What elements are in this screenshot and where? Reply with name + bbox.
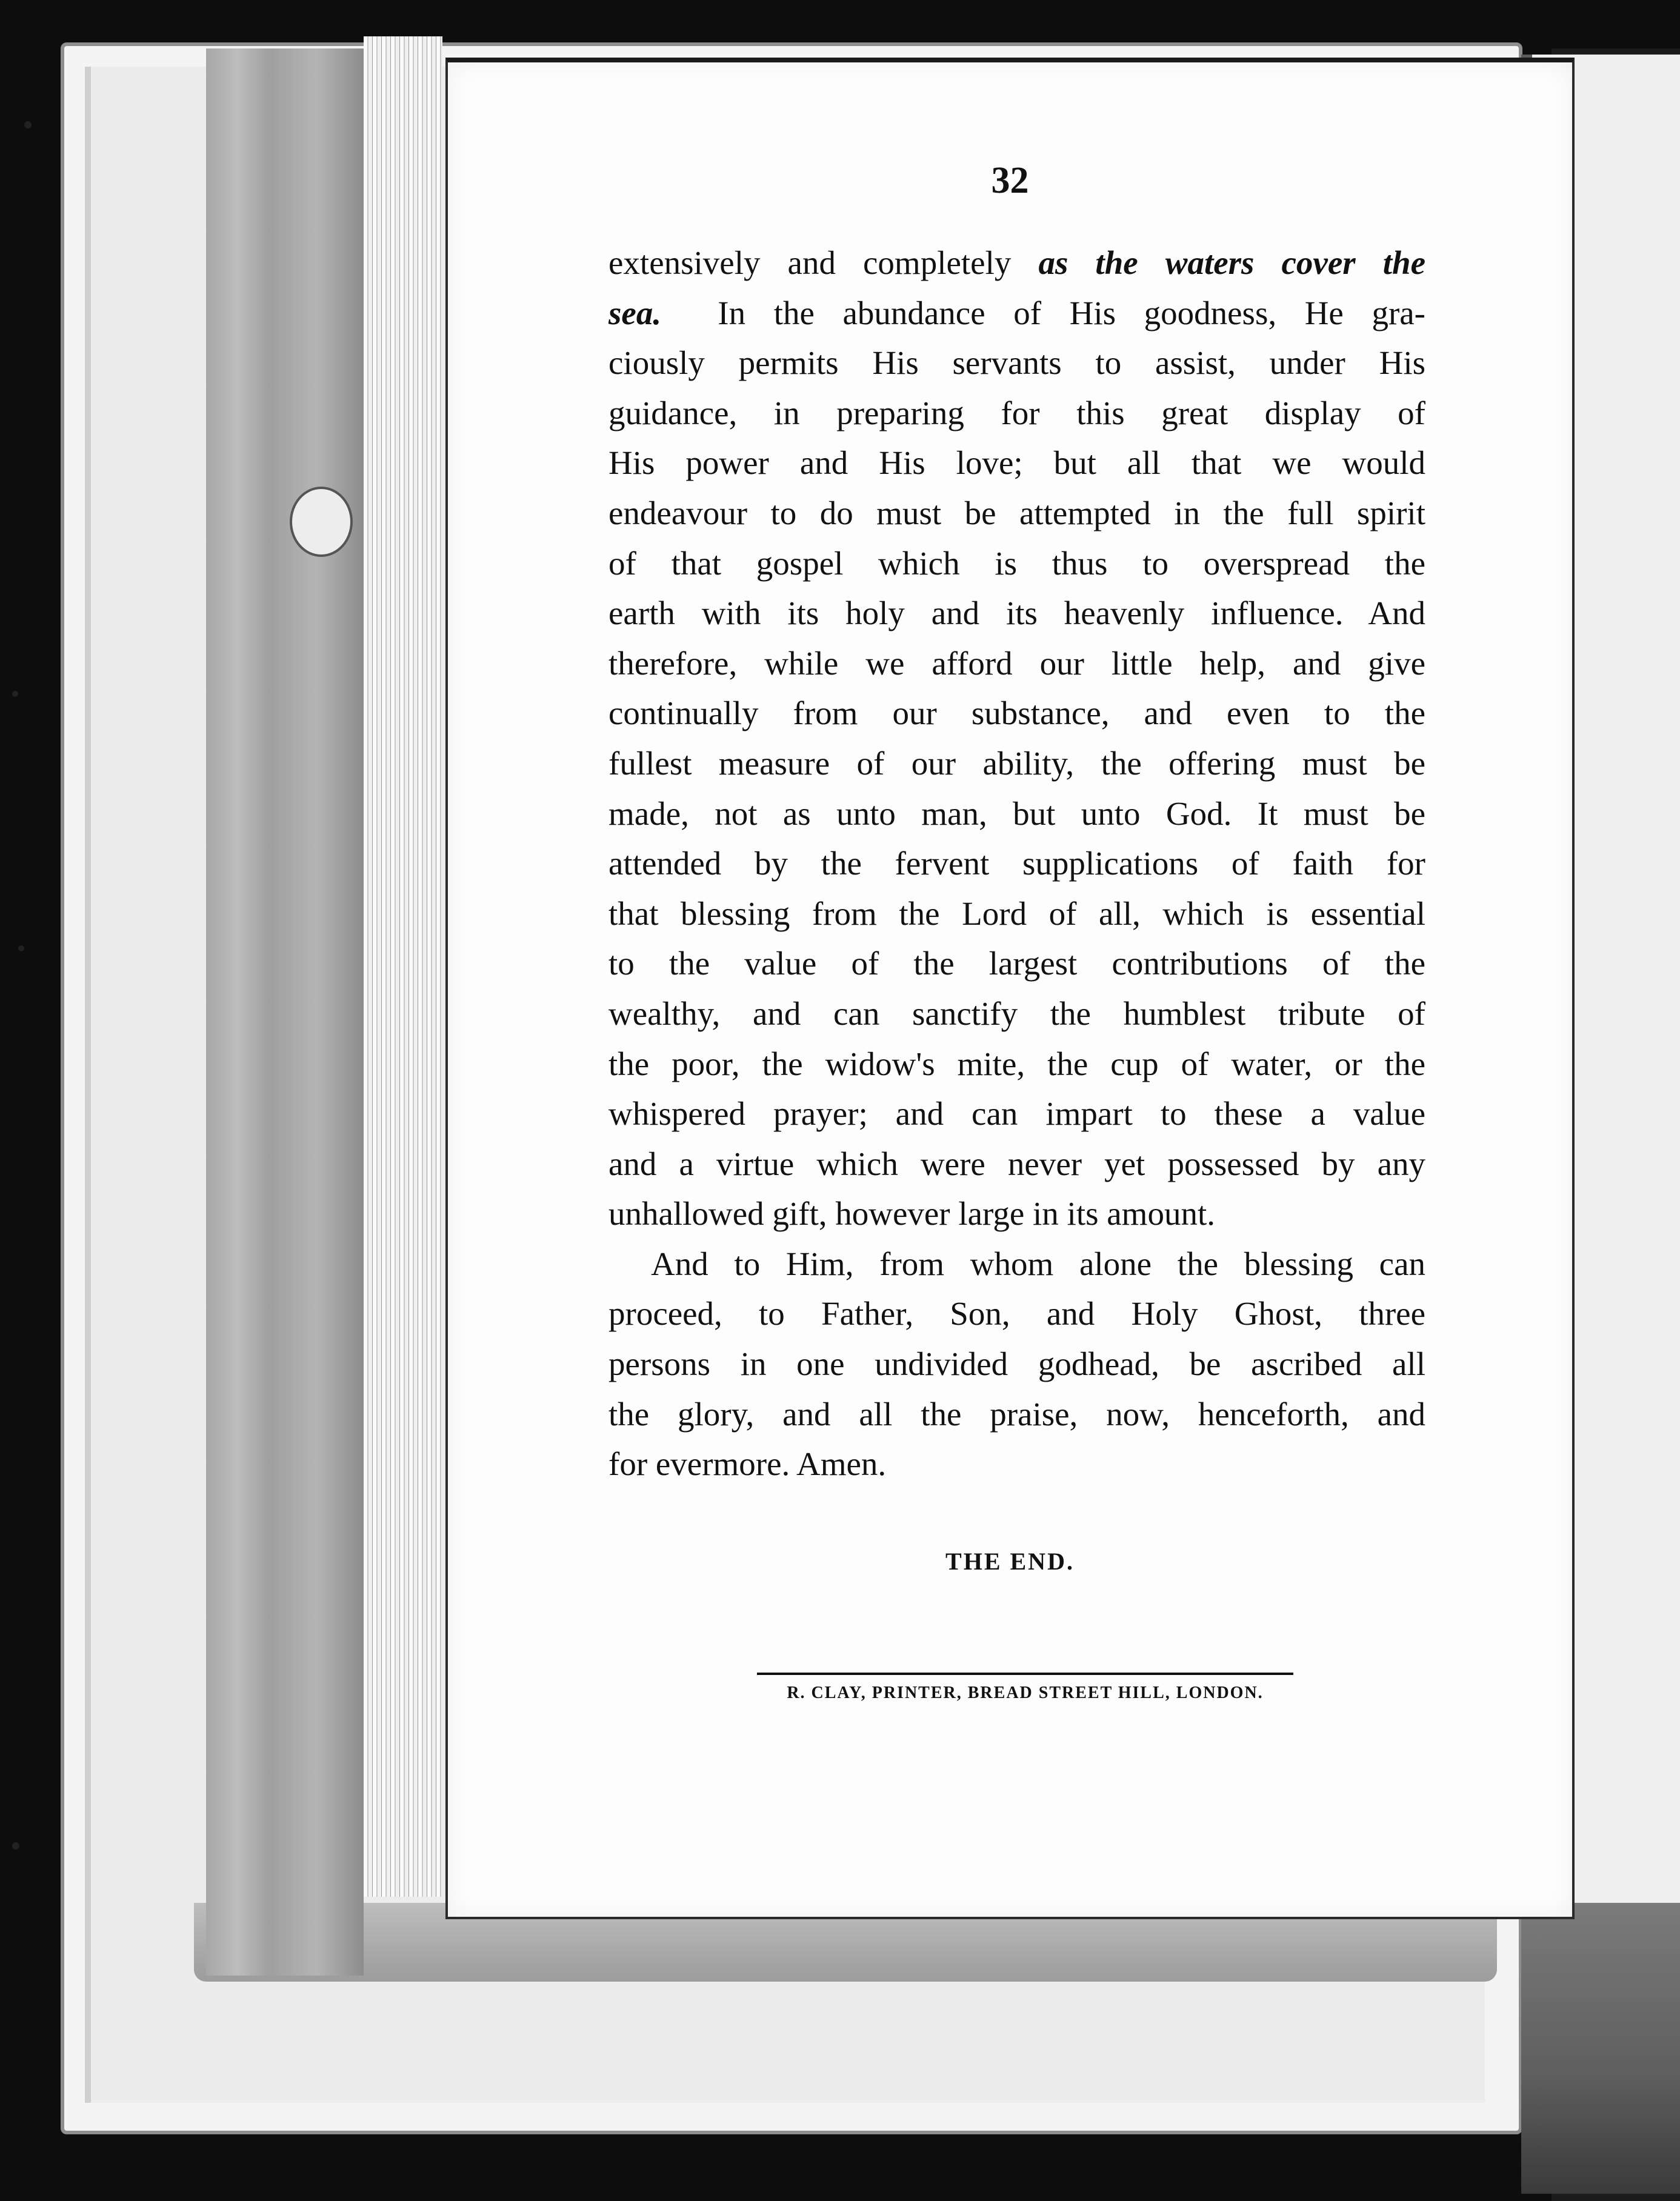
text-line-5: His power and His love; but all that we would <box>608 444 1425 482</box>
the-end-heading: THE END. <box>945 1548 1075 1575</box>
page-number: 32 <box>991 160 1029 201</box>
text-line-19: and a virtue which were never yet possessed by any <box>608 1145 1425 1182</box>
text-line-2: sea. In the abundance of His goodness, He gra- <box>608 294 1425 331</box>
text-line-13: attended by the fervent supplications of faith for <box>608 845 1425 882</box>
text-line-14: that blessing from the Lord of all, which is essential <box>608 894 1425 932</box>
text-line-1: extensively and completely as the waters cover the <box>608 244 1425 281</box>
book-page <box>445 58 1575 1919</box>
text-line-12: made, not as unto man, but unto God. It must be <box>608 794 1425 832</box>
scan-speck <box>18 945 24 951</box>
text-line-11: fullest measure of our ability, the offering must be <box>608 744 1425 782</box>
text-line-25: for evermore. Amen. <box>608 1445 887 1483</box>
imprint-rule <box>757 1673 1293 1675</box>
text-line-8: earth with its holy and its heavenly influence. And <box>608 594 1425 632</box>
text-line-24: the glory, and all the praise, now, henceforth, and <box>608 1395 1425 1433</box>
body-text <box>608 238 1425 1490</box>
text-line-20: unhallowed gift, however large in its amount. <box>608 1195 1215 1233</box>
text-line-18: whispered prayer; and can impart to these a value <box>608 1095 1425 1133</box>
text-line-9: therefore, while we afford our little help, and give <box>608 644 1425 682</box>
text-line-21: And to Him, from whom alone the blessing can <box>651 1245 1425 1282</box>
cover-strip <box>206 48 364 1976</box>
scan-speck <box>12 1842 19 1850</box>
page-edges-stack <box>364 36 442 1897</box>
book-spine-block <box>1521 1903 1680 2194</box>
binder-ring-hole <box>290 487 353 557</box>
text-line-15: to the value of the largest contributions of the <box>608 945 1425 982</box>
scan-speck <box>24 121 32 128</box>
text-line-7: of that gospel which is thus to overspread the <box>608 544 1425 582</box>
text-line-6: endeavour to do must be attempted in the full spirit <box>608 494 1425 531</box>
text-line-3: ciously permits His servants to assist, under His <box>608 344 1425 382</box>
text-line-17: the poor, the widow's mite, the cup of water, or the <box>608 1045 1425 1082</box>
printer-imprint: R. CLAY, PRINTER, BREAD STREET HILL, LONDON. <box>787 1683 1264 1702</box>
text-line-22: proceed, to Father, Son, and Holy Ghost, three <box>608 1295 1425 1333</box>
text-line-10: continually from our substance, and even to the <box>608 694 1425 732</box>
scan-speck <box>12 691 18 697</box>
text-line-4: guidance, in preparing for this great display of <box>608 394 1425 431</box>
text-line-23: persons in one undivided godhead, be ascribed all <box>608 1345 1425 1383</box>
text-line-16: wealthy, and can sanctify the humblest tribute of <box>608 994 1425 1032</box>
